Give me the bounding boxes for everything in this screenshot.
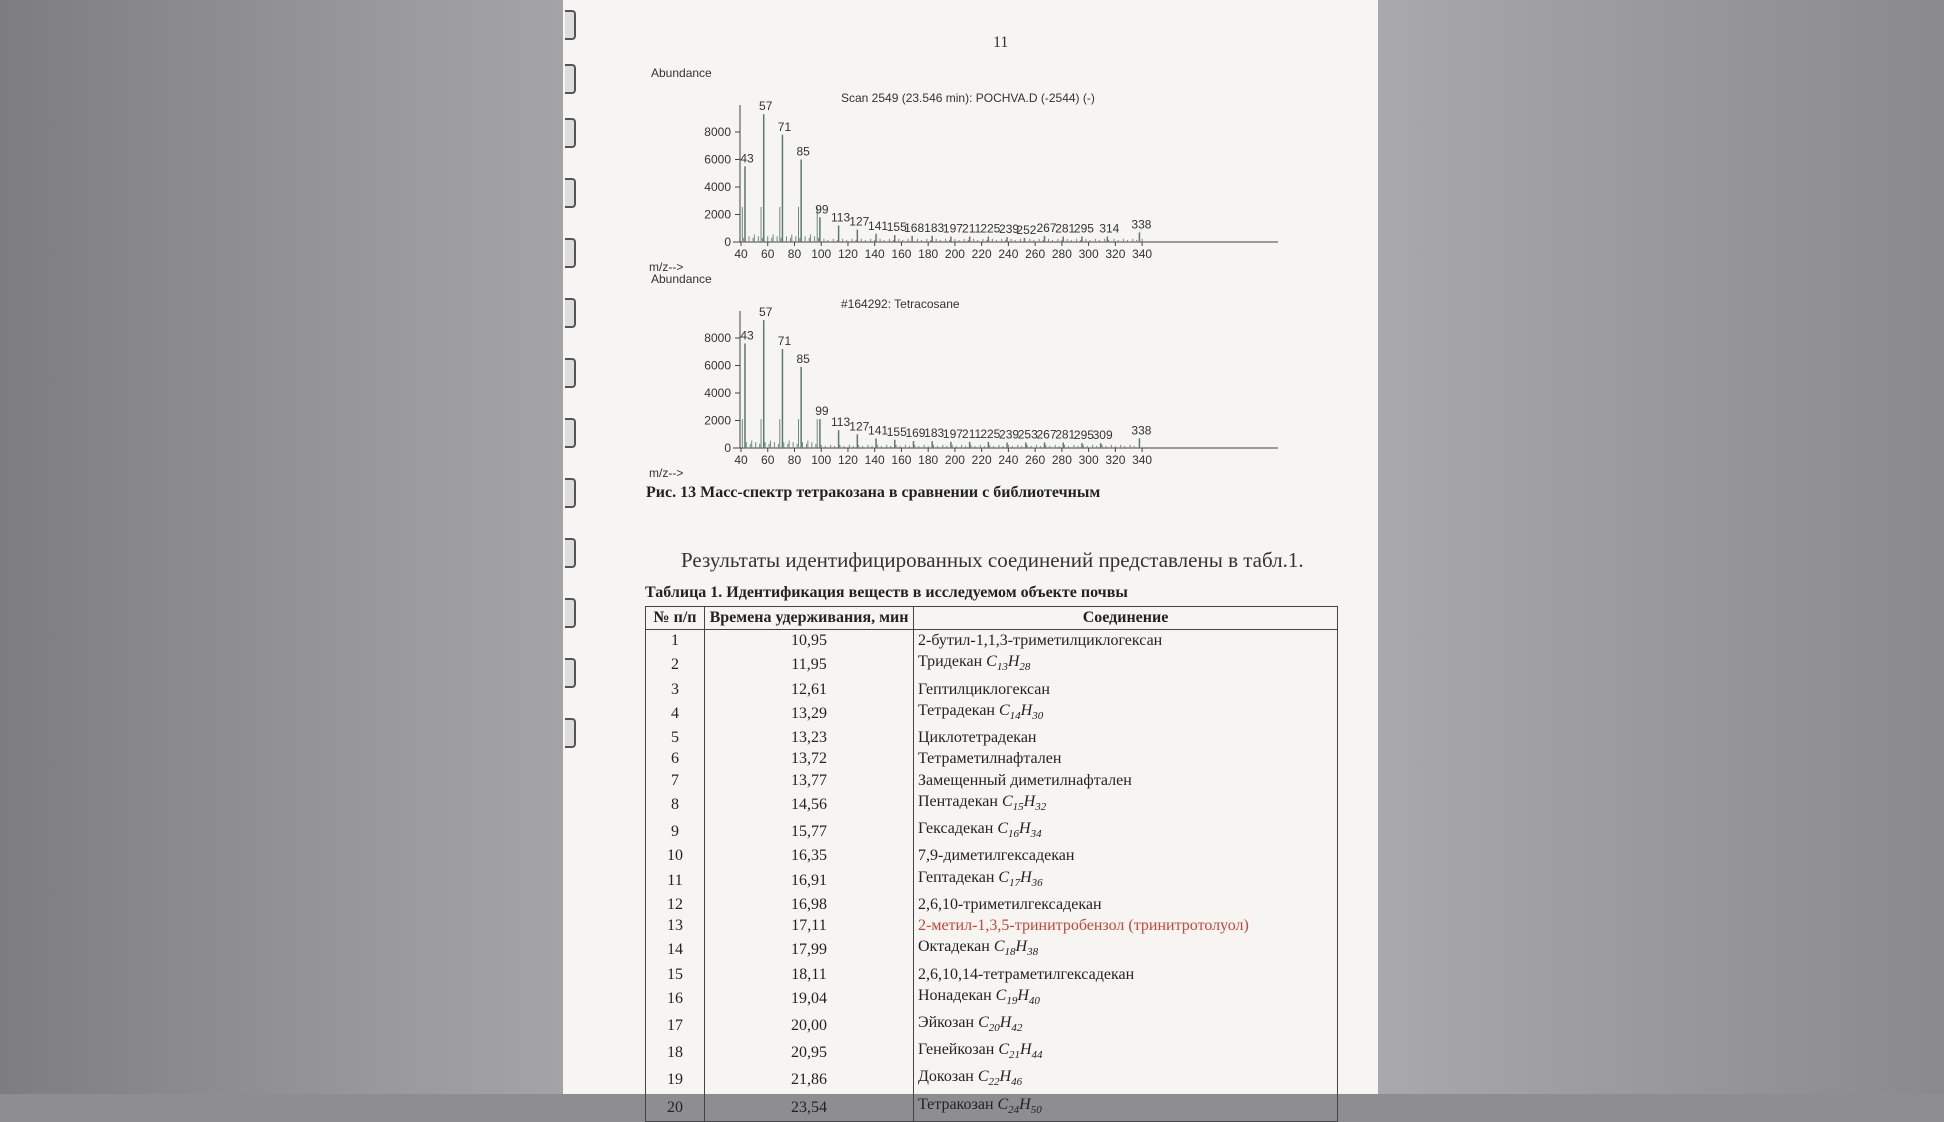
row-retention-time: 20,00 (705, 1012, 914, 1039)
y-tick-label: 6000 (704, 152, 731, 167)
peak-label: 113 (831, 210, 851, 225)
y-tick-label: 8000 (704, 125, 731, 139)
peak-label: 141 (868, 423, 889, 438)
peak-label: 71 (777, 119, 792, 134)
row-retention-time: 13,77 (705, 770, 914, 791)
row-retention-time: 10,95 (705, 630, 914, 652)
row-compound (914, 770, 1338, 791)
x-tick-label: 300 (1078, 247, 1099, 261)
x-tick-label: 200 (944, 453, 965, 467)
compound-name: Тетраметилнафтален (918, 750, 1062, 768)
spectrum-sample (563, 60, 1153, 280)
row-retention-time: 13,29 (705, 700, 914, 727)
row-compound (914, 748, 1338, 769)
peak-label: 309 (1092, 428, 1113, 443)
table-row (646, 818, 1338, 845)
background-right (1378, 0, 1944, 1094)
peak-label: 281 (1055, 427, 1076, 442)
peak-label: 295 (1073, 221, 1094, 236)
row-compound (914, 1039, 1338, 1066)
peak-label: 169 (905, 426, 926, 441)
peak-label: 239 (999, 222, 1020, 237)
table-row (646, 700, 1338, 727)
compound-name: 2-бутил-1,1,3-триметилциклогексан (918, 632, 1163, 650)
peak-label: 85 (796, 351, 810, 366)
x-axis-label: m/z--> (649, 466, 684, 480)
x-tick-label: 160 (891, 453, 912, 467)
x-tick-label: 80 (787, 247, 802, 261)
row-number: 8 (646, 791, 705, 818)
row-compound (914, 867, 1338, 894)
y-tick-label: 4000 (704, 180, 731, 194)
table-row (646, 727, 1338, 748)
row-number: 2 (646, 651, 705, 678)
compound-formula: $C_{24}H_{50}$ (997, 1095, 1042, 1116)
x-tick-label: 260 (1025, 247, 1046, 261)
row-retention-time: 15,77 (705, 818, 914, 845)
peak-label: 43 (740, 328, 754, 343)
peak-label: 197 (942, 221, 963, 236)
peak-label: 267 (1036, 220, 1057, 235)
peak-label: 43 (740, 151, 754, 166)
peak-label: 252 (1016, 222, 1037, 237)
compound-name: Гексадекан (918, 820, 998, 838)
x-tick-label: 140 (864, 247, 885, 261)
table-header-row (646, 607, 1338, 630)
row-retention-time: 20,95 (705, 1039, 914, 1066)
x-tick-label: 340 (1132, 247, 1153, 261)
x-tick-label: 180 (918, 247, 939, 261)
table-row (646, 630, 1338, 652)
row-retention-time: 14,56 (705, 791, 914, 818)
compound-name: Тетрадекан (918, 701, 999, 719)
compound-formula: $C_{19}H_{40}$ (995, 986, 1040, 1007)
peak-label: 281 (1055, 221, 1076, 236)
y-tick-label: 4000 (704, 386, 731, 400)
x-tick-label: 120 (837, 247, 858, 261)
row-retention-time: 17,99 (705, 936, 914, 963)
x-tick-label: 260 (1025, 453, 1046, 467)
row-retention-time: 19,04 (705, 985, 914, 1012)
row-retention-time: 16,98 (705, 894, 914, 915)
x-axis-label: m/z--> (649, 260, 684, 274)
document-page (563, 0, 1378, 1116)
header-compound: Соединение (914, 607, 1338, 630)
row-compound (914, 964, 1338, 985)
compound-formula: $C_{16}H_{34}$ (997, 820, 1042, 841)
x-tick-label: 280 (1051, 247, 1072, 261)
table-row (646, 1066, 1338, 1093)
peak-label: 225 (980, 426, 1001, 441)
row-compound (914, 818, 1338, 845)
x-tick-label: 120 (837, 453, 858, 467)
y-tick-label: 6000 (704, 358, 731, 373)
peak-label: 99 (815, 404, 829, 419)
peak-label: 225 (980, 221, 1001, 236)
compound-name: Докозан (918, 1068, 978, 1086)
compound-formula: $C_{13}H_{28}$ (986, 653, 1031, 674)
compound-name: Гептадекан (918, 868, 999, 886)
peak-label: 99 (815, 202, 829, 217)
row-number: 1 (646, 630, 705, 652)
row-compound (914, 985, 1338, 1012)
row-number: 20 (646, 1094, 705, 1122)
x-tick-label: 40 (734, 247, 748, 261)
row-number: 17 (646, 1012, 705, 1039)
peak-label: 267 (1036, 427, 1057, 442)
compound-name: Пентадекан (918, 792, 1002, 810)
y-tick-label: 0 (724, 235, 731, 249)
row-number: 18 (646, 1039, 705, 1066)
y-axis-label: Abundance (651, 66, 712, 80)
compound-name: 2,6,10,14-тетраметилгексадекан (918, 965, 1135, 983)
row-compound (914, 915, 1338, 936)
compound-name: 2,6,10-триметилгексадекан (918, 895, 1102, 913)
table-row (646, 678, 1338, 699)
row-compound (914, 651, 1338, 678)
row-number: 10 (646, 845, 705, 866)
peak-label: 57 (759, 99, 773, 114)
table-row (646, 1012, 1338, 1039)
row-compound (914, 845, 1338, 866)
row-number: 3 (646, 678, 705, 699)
table-row (646, 791, 1338, 818)
spectrum-library (563, 266, 1153, 486)
x-tick-label: 100 (811, 247, 832, 261)
compound-formula: $C_{20}H_{42}$ (978, 1013, 1023, 1035)
peak-label: 239 (999, 427, 1020, 442)
table-caption: Таблица 1. Идентификация веществ в исследуемом объекте почвы (645, 584, 1128, 601)
x-tick-label: 320 (1105, 453, 1126, 467)
compound-name: Гептилциклогексан (918, 680, 1050, 698)
row-retention-time: 21,86 (705, 1066, 914, 1093)
compound-name: Нонадекан (918, 986, 996, 1004)
row-retention-time: 16,91 (705, 867, 914, 894)
row-number: 9 (646, 818, 705, 845)
peak-label: 314 (1099, 221, 1120, 236)
table-row (646, 651, 1338, 678)
x-tick-label: 60 (761, 453, 775, 467)
table-row (646, 964, 1338, 985)
peak-label: 57 (759, 305, 773, 320)
compound-name: 7,9-диметилгексадекан (918, 847, 1075, 865)
compound-name: Тетракозан (918, 1095, 998, 1113)
peak-label: 85 (796, 144, 810, 159)
row-number: 5 (646, 727, 705, 748)
x-tick-label: 60 (761, 247, 775, 261)
row-compound (914, 727, 1338, 748)
row-retention-time: 13,72 (705, 748, 914, 769)
compound-formula: $C_{14}H_{30}$ (999, 701, 1044, 722)
row-number: 13 (646, 915, 705, 936)
peak-label: 183 (924, 220, 945, 235)
table-row (646, 936, 1338, 963)
row-compound (914, 1066, 1338, 1093)
y-tick-label: 2000 (704, 207, 731, 222)
row-compound (914, 630, 1338, 652)
peak-label: 253 (1017, 427, 1038, 442)
compound-formula: $C_{18}H_{38}$ (993, 938, 1039, 959)
row-compound (914, 1094, 1338, 1122)
table-row (646, 1039, 1338, 1066)
row-number: 11 (646, 867, 705, 894)
peak-label: 183 (924, 426, 945, 441)
compound-name: Циклотетрадекан (918, 729, 1037, 747)
row-compound (914, 678, 1338, 699)
spectrum-title: #164292: Tetracosane (841, 297, 960, 311)
x-tick-label: 300 (1078, 453, 1099, 467)
compound-formula: $C_{21}H_{44}$ (998, 1041, 1043, 1062)
intro-paragraph: Результаты идентифицированных соединений представлены в табл.1. (681, 548, 1304, 572)
row-retention-time: 23,54 (705, 1094, 914, 1122)
table-row (646, 748, 1338, 769)
x-tick-label: 340 (1132, 453, 1153, 467)
mass-spectrum-chart-library (563, 266, 1153, 481)
spectrum-title: Scan 2549 (23.546 min): POCHVA.D (-2544) (-) (841, 91, 1095, 105)
compound-name: 2-метил-1,3,5-тринитробензол (тринитротолуол) (918, 917, 1249, 935)
x-tick-label: 140 (864, 453, 885, 467)
row-compound (914, 936, 1338, 963)
table-row (646, 1094, 1338, 1122)
table-row (646, 985, 1338, 1012)
compound-name: Эйкозан (918, 1013, 979, 1031)
header-number: № п/п (646, 607, 705, 630)
row-number: 4 (646, 700, 705, 727)
peak-label: 113 (831, 415, 851, 430)
table-row (646, 894, 1338, 915)
compound-formula: $C_{22}H_{46}$ (977, 1068, 1023, 1089)
row-number: 19 (646, 1066, 705, 1093)
x-tick-label: 40 (734, 453, 748, 467)
peak-label: 197 (942, 426, 963, 441)
figure-caption: Рис. 13 Масс-спектр тетракозана в сравнении с библиотечным (646, 484, 1101, 501)
y-tick-label: 8000 (704, 331, 731, 345)
row-compound (914, 700, 1338, 727)
x-tick-label: 320 (1105, 247, 1126, 261)
compound-formula: $C_{15}H_{32}$ (1001, 792, 1047, 814)
row-compound (914, 894, 1338, 915)
page-number: 11 (993, 34, 1009, 51)
x-tick-label: 240 (998, 453, 1019, 467)
peak-label: 338 (1131, 217, 1152, 232)
row-retention-time: 17,11 (705, 915, 914, 936)
compound-name: Замещенный диметилнафтален (918, 771, 1132, 789)
row-retention-time: 12,61 (705, 678, 914, 699)
peak-label: 127 (849, 214, 870, 229)
peak-label: 155 (886, 220, 907, 235)
compound-name: Тридекан (918, 653, 987, 671)
row-retention-time: 13,23 (705, 727, 914, 748)
table-row (646, 770, 1338, 791)
peak-label: 127 (849, 419, 870, 434)
peak-label: 338 (1131, 423, 1152, 438)
identification-table (645, 606, 1338, 1122)
header-retention-time: Времена удерживания, мин (705, 607, 914, 630)
y-tick-label: 2000 (704, 413, 731, 428)
table-row (646, 867, 1338, 894)
peak-label: 168 (904, 220, 925, 235)
row-number: 6 (646, 748, 705, 769)
row-number: 12 (646, 894, 705, 915)
row-number: 7 (646, 770, 705, 791)
peak-label: 211 (962, 426, 982, 441)
x-tick-label: 100 (811, 453, 832, 467)
x-tick-label: 220 (971, 247, 992, 261)
x-tick-label: 280 (1051, 453, 1072, 467)
row-retention-time: 18,11 (705, 964, 914, 985)
row-compound (914, 1012, 1338, 1039)
x-tick-label: 220 (971, 453, 992, 467)
mass-spectrum-chart-sample (563, 60, 1153, 275)
x-tick-label: 180 (918, 453, 939, 467)
row-number: 15 (646, 964, 705, 985)
row-number: 16 (646, 985, 705, 1012)
row-number: 14 (646, 936, 705, 963)
peak-label: 71 (777, 334, 792, 348)
compound-name: Генейкозан (918, 1041, 999, 1059)
background-left (0, 0, 563, 1094)
x-tick-label: 160 (891, 247, 912, 261)
compound-name: Октадекан (918, 938, 994, 956)
table-row (646, 845, 1338, 866)
row-retention-time: 11,95 (705, 651, 914, 678)
x-tick-label: 80 (787, 453, 802, 467)
row-retention-time: 16,35 (705, 845, 914, 866)
peak-label: 295 (1073, 428, 1094, 443)
peak-label: 211 (962, 221, 982, 236)
x-tick-label: 200 (944, 247, 965, 261)
peak-label: 141 (868, 218, 889, 233)
table-row (646, 915, 1338, 936)
compound-formula: $C_{17}H_{36}$ (998, 868, 1043, 889)
x-tick-label: 240 (998, 247, 1019, 261)
y-tick-label: 0 (724, 441, 731, 455)
row-compound (914, 791, 1338, 818)
peak-label: 155 (886, 424, 907, 439)
y-axis-label: Abundance (651, 272, 712, 286)
